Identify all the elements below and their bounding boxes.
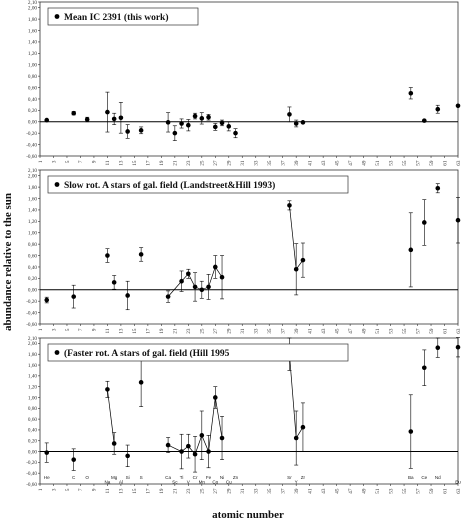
x-tick-label: 37 [280, 488, 287, 494]
x-tick-label: 61 [442, 160, 449, 166]
y-tick-label: -0,60 [26, 153, 37, 160]
x-tick-label: 3 [51, 328, 58, 332]
y-tick-label: 0,40 [27, 427, 37, 434]
panel-2 [26, 168, 462, 334]
x-tick-label: 59 [428, 160, 435, 166]
x-tick-label: 11 [105, 160, 112, 166]
legend-label: Slow rot. A stars of gal. field (Landstreet&Hill 1993) [64, 181, 276, 191]
y-tick-label: -0,60 [26, 321, 37, 328]
y-tick-label: 1,80 [27, 184, 37, 191]
x-tick-label: 27 [213, 160, 220, 166]
data-point [422, 365, 427, 370]
data-point [166, 443, 171, 448]
element-label: Y [294, 479, 298, 485]
data-point [71, 457, 76, 462]
y-tick-label: 0,80 [27, 73, 37, 80]
legend-marker [55, 182, 60, 187]
element-label: Cu [225, 479, 232, 485]
data-point [112, 280, 117, 285]
x-tick-label: 43 [320, 160, 327, 166]
y-tick-label: 1,60 [27, 28, 37, 35]
x-tick-label: 17 [145, 160, 152, 166]
element-label: S [139, 475, 143, 480]
y-tick-label: 0,00 [27, 287, 37, 294]
x-tick-label: 13 [118, 488, 125, 494]
data-point [294, 436, 299, 441]
x-tick-label: 35 [267, 488, 274, 494]
x-tick-label: 35 [267, 160, 274, 166]
element-label: Eu [455, 479, 461, 485]
data-point [179, 279, 184, 284]
data-point [105, 110, 110, 115]
data-point [112, 117, 117, 122]
element-label: Ce [421, 475, 428, 480]
element-label: Mn [198, 479, 206, 485]
x-tick-label: 19 [159, 488, 166, 494]
x-tick-label: 37 [280, 328, 287, 334]
x-tick-label: 41 [307, 160, 314, 166]
y-tick-label: 0,20 [27, 276, 37, 283]
x-tick-label: 45 [334, 488, 341, 494]
y-tick-label: 1,40 [27, 39, 37, 46]
panel-3 [26, 336, 462, 494]
element-label: C [72, 475, 76, 480]
y-tick-label: 0,80 [27, 406, 37, 413]
x-tick-label: 19 [159, 328, 166, 334]
x-tick-label: 63 [455, 488, 462, 494]
x-tick-label: 23 [186, 488, 193, 494]
y-tick-label: 1,80 [27, 16, 37, 23]
x-tick-label: 5 [64, 328, 71, 332]
data-point [435, 186, 440, 191]
data-point [186, 123, 191, 128]
x-tick-label: 11 [105, 488, 112, 494]
y-tick-label: 1,60 [27, 196, 37, 203]
x-tick-label: 29 [226, 328, 233, 334]
data-point [301, 425, 306, 430]
legend-marker [55, 14, 60, 19]
x-tick-label: 51 [374, 488, 381, 494]
data-point [186, 272, 191, 277]
x-tick-label: 63 [455, 160, 462, 166]
x-tick-label: 5 [64, 160, 71, 164]
x-tick-label: 7 [78, 160, 85, 164]
x-tick-label: 51 [374, 160, 381, 166]
element-label: Zn [232, 475, 239, 480]
x-tick-label: 15 [132, 160, 139, 166]
y-tick-label: 0,20 [27, 108, 37, 115]
data-point [179, 121, 184, 126]
y-tick-label: 1,80 [27, 352, 37, 359]
data-point [173, 131, 178, 136]
data-point [456, 104, 461, 109]
data-point [44, 118, 49, 123]
element-label: Ca [165, 475, 172, 480]
x-tick-label: 3 [51, 488, 58, 492]
element-label: Fe [205, 475, 212, 480]
y-tick-label: 0,00 [27, 449, 37, 456]
data-point [105, 387, 110, 392]
data-point [139, 128, 144, 133]
element-label: Ba [407, 475, 414, 480]
x-tick-label: 29 [226, 488, 233, 494]
x-tick-label: 51 [374, 328, 381, 334]
x-tick-label: 55 [401, 328, 408, 334]
y-tick-label: 1,20 [27, 384, 37, 391]
data-point [206, 285, 211, 290]
x-tick-label: 11 [105, 328, 112, 334]
x-tick-label: 49 [361, 160, 368, 166]
x-tick-label: 25 [199, 488, 206, 494]
y-tick-label: 0,80 [27, 241, 37, 248]
data-point [233, 131, 238, 136]
data-point [409, 91, 414, 96]
x-tick-label: 13 [118, 160, 125, 166]
data-point [301, 120, 306, 125]
y-tick-label: 1,60 [27, 362, 37, 369]
data-point [422, 220, 427, 225]
x-tick-label: 27 [213, 488, 220, 494]
data-point [294, 267, 299, 272]
x-tick-label: 21 [172, 328, 179, 334]
y-tick-label: 2,10 [27, 167, 37, 174]
y-tick-label: 1,00 [27, 395, 37, 402]
x-tick-label: 53 [388, 328, 395, 334]
x-tick-label: 49 [361, 328, 368, 334]
element-label: Cr [192, 475, 198, 480]
x-tick-label: 31 [240, 488, 247, 494]
data-point [119, 115, 124, 120]
y-tick-label: 0,40 [27, 96, 37, 103]
x-tick-label: 55 [401, 160, 408, 166]
y-tick-label: 0,40 [27, 264, 37, 271]
x-tick-label: 9 [91, 160, 98, 164]
x-tick-label: 59 [428, 488, 435, 494]
y-tick-label: 0,60 [27, 253, 37, 260]
x-tick-label: 3 [51, 160, 58, 164]
y-tick-label: 2,00 [27, 341, 37, 348]
data-point [213, 265, 218, 270]
y-tick-label: -0,20 [26, 460, 37, 467]
data-point [294, 121, 299, 126]
x-tick-label: 57 [415, 488, 422, 494]
data-point [85, 117, 90, 122]
element-label: Mg [110, 475, 118, 480]
data-point [220, 121, 225, 126]
x-tick-label: 45 [334, 160, 341, 166]
y-tick-label: 2,00 [27, 173, 37, 180]
y-tick-label: -0,40 [26, 142, 37, 149]
x-tick-label: 1 [37, 328, 44, 332]
data-point [456, 218, 461, 223]
x-tick-label: 41 [307, 488, 314, 494]
data-point [213, 125, 218, 130]
x-tick-label: 47 [347, 328, 354, 334]
data-point [456, 345, 461, 350]
element-label: Ti [179, 475, 184, 480]
x-tick-label: 19 [159, 160, 166, 166]
element-label: Sc [172, 479, 178, 485]
x-tick-label: 23 [186, 328, 193, 334]
x-tick-label: 63 [455, 328, 462, 334]
x-tick-label: 9 [91, 488, 98, 492]
x-tick-label: 5 [64, 488, 71, 492]
y-tick-label: 0,60 [27, 416, 37, 423]
element-label: Zr [300, 475, 306, 480]
element-label: V [186, 479, 190, 485]
data-point [71, 294, 76, 299]
y-tick-label: -0,20 [26, 130, 37, 137]
x-tick-label: 13 [118, 328, 125, 334]
x-tick-label: 17 [145, 328, 152, 334]
element-label: He [43, 475, 50, 480]
x-tick-label: 7 [78, 328, 85, 332]
y-tick-label: 0,20 [27, 438, 37, 445]
y-tick-label: 1,00 [27, 62, 37, 69]
x-tick-label: 33 [253, 328, 260, 334]
data-point [213, 395, 218, 400]
x-tick-label: 43 [320, 328, 327, 334]
data-point [125, 129, 130, 134]
x-tick-label: 57 [415, 160, 422, 166]
y-tick-label: -0,20 [26, 298, 37, 305]
data-point [200, 433, 205, 438]
data-point [409, 429, 414, 434]
x-tick-label: 31 [240, 328, 247, 334]
y-tick-label: 0,00 [27, 119, 37, 126]
x-tick-label: 41 [307, 328, 314, 334]
data-point [435, 345, 440, 350]
element-label: Nd [434, 475, 441, 480]
x-tick-label: 61 [442, 488, 449, 494]
data-point [220, 275, 225, 280]
x-tick-label: 27 [213, 328, 220, 334]
data-point [287, 203, 292, 208]
y-tick-label: -0,40 [26, 310, 37, 317]
x-tick-label: 49 [361, 488, 368, 494]
x-tick-label: 25 [199, 160, 206, 166]
data-point [166, 294, 171, 299]
data-point [125, 293, 130, 298]
data-point [105, 253, 110, 258]
x-tick-label: 59 [428, 328, 435, 334]
x-tick-label: 45 [334, 328, 341, 334]
y-tick-label: -0,60 [26, 481, 37, 488]
data-point [166, 120, 171, 125]
data-point [220, 436, 225, 441]
x-tick-label: 25 [199, 328, 206, 334]
x-tick-label: 23 [186, 160, 193, 166]
x-tick-label: 47 [347, 160, 354, 166]
legend-label: (Faster rot. A stars of gal. field (Hill 1995 [64, 349, 230, 359]
x-tick-label: 53 [388, 160, 395, 166]
data-point [409, 248, 414, 253]
x-tick-label: 21 [172, 160, 179, 166]
data-point [44, 298, 49, 303]
data-point [200, 116, 205, 121]
x-tick-label: 47 [347, 488, 354, 494]
y-tick-label: 1,00 [27, 230, 37, 237]
data-point [186, 444, 191, 449]
data-point [422, 118, 427, 123]
data-point [206, 115, 211, 120]
data-point [125, 454, 130, 459]
element-label: Co [212, 479, 219, 485]
data-point [435, 107, 440, 112]
x-axis-title: atomic number [212, 509, 284, 521]
x-tick-label: 15 [132, 328, 139, 334]
x-tick-label: 61 [442, 328, 449, 334]
data-point [193, 285, 198, 290]
y-tick-label: 1,40 [27, 207, 37, 214]
x-tick-label: 1 [37, 488, 44, 492]
legend-label: Mean IC 2391 (this work) [64, 13, 169, 23]
element-label: Sr [287, 475, 292, 480]
data-point [200, 287, 205, 292]
legend-marker [55, 350, 60, 355]
x-tick-label: 43 [320, 488, 327, 494]
x-tick-label: 55 [401, 488, 408, 494]
data-point [206, 449, 211, 454]
data-point [287, 112, 292, 117]
data-point [226, 124, 231, 129]
x-tick-label: 7 [78, 488, 85, 492]
x-tick-label: 21 [172, 488, 179, 494]
x-tick-label: 39 [293, 160, 300, 166]
y-tick-label: 0,60 [27, 85, 37, 92]
element-label: Al [118, 479, 123, 485]
x-tick-label: 9 [91, 328, 98, 332]
element-label: Si [125, 475, 130, 480]
panel-1 [26, 0, 462, 166]
y-tick-label: 2,10 [27, 335, 37, 342]
element-label: Na [104, 479, 111, 485]
y-tick-label: 2,10 [27, 0, 37, 6]
x-tick-label: 53 [388, 488, 395, 494]
y-tick-label: 2,00 [27, 5, 37, 12]
y-tick-label: -0,40 [26, 470, 37, 477]
element-label: Ni [219, 475, 225, 480]
x-tick-label: 33 [253, 160, 260, 166]
data-point [193, 452, 198, 457]
x-tick-label: 37 [280, 160, 287, 166]
y-tick-label: 1,20 [27, 219, 37, 226]
x-tick-label: 39 [293, 328, 300, 334]
data-point [112, 441, 117, 446]
y-tick-label: 1,40 [27, 373, 37, 380]
x-tick-label: 33 [253, 488, 260, 494]
data-point [193, 114, 198, 119]
element-label: O [85, 475, 89, 480]
y-axis-title: abundance relative to the sun [2, 193, 14, 331]
data-point [301, 258, 306, 263]
data-point [139, 380, 144, 385]
x-tick-label: 17 [145, 488, 152, 494]
data-point [179, 449, 184, 454]
x-tick-label: 57 [415, 328, 422, 334]
x-tick-label: 35 [267, 328, 274, 334]
x-tick-label: 15 [132, 488, 139, 494]
x-tick-label: 29 [226, 160, 233, 166]
data-point [71, 111, 76, 116]
x-tick-label: 31 [240, 160, 247, 166]
x-tick-label: 39 [293, 488, 300, 494]
x-tick-label: 1 [37, 160, 44, 164]
data-point [139, 252, 144, 257]
y-tick-label: 1,20 [27, 51, 37, 58]
data-point [44, 450, 49, 455]
